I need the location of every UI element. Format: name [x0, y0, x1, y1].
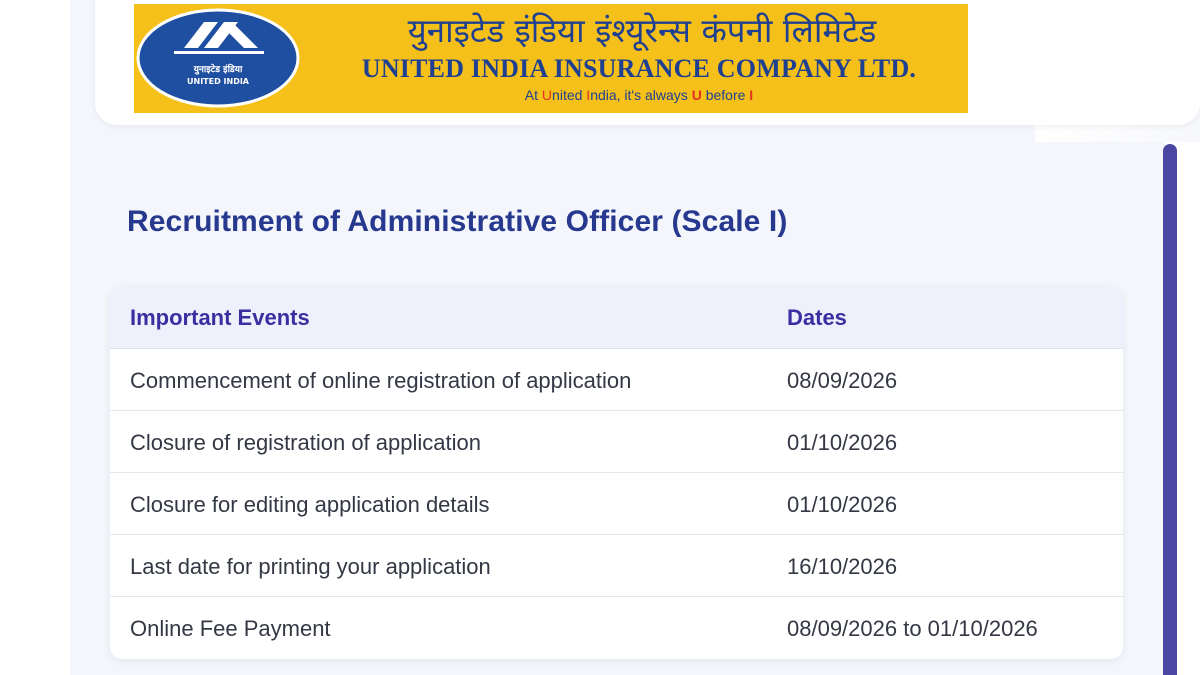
table-row	[110, 535, 1123, 597]
event-cell: Closure of registration of application	[130, 430, 481, 455]
company-banner	[134, 4, 968, 113]
company-tagline: At United India, it's always U before I	[524, 87, 754, 103]
date-cell: 08/09/2026 to 01/10/2026	[787, 616, 1038, 641]
event-cell: Last date for printing your application	[130, 554, 491, 579]
header-important-events: Important Events	[130, 305, 310, 330]
date-cell: 16/10/2026	[787, 554, 898, 579]
date-cell: 01/10/2026	[787, 492, 898, 517]
table-row	[110, 473, 1123, 535]
table-row	[110, 411, 1123, 473]
united-india-emblem-icon	[134, 4, 314, 113]
table-header-row	[110, 287, 1123, 349]
left-margin	[0, 0, 70, 675]
date-cell: 08/09/2026	[787, 368, 898, 393]
event-cell: Commencement of online registration of application	[130, 368, 632, 393]
event-cell: Closure for editing application details	[130, 492, 490, 517]
table-row	[110, 597, 1123, 658]
scrollbar-thumb[interactable]	[1163, 144, 1177, 675]
page-title: Recruitment of Administrative Officer (Scale I)	[127, 205, 788, 238]
events-table	[110, 287, 1123, 659]
table-row	[110, 349, 1123, 411]
company-name-english: UNITED INDIA INSURANCE COMPANY LTD.	[361, 54, 917, 83]
header-dates: Dates	[787, 305, 847, 330]
logo-hindi-text: युनाइटेड इंडिया	[193, 65, 243, 75]
date-cell: 01/10/2026	[787, 430, 898, 455]
company-name-hindi: युनाइटेड इंडिया इंश्यूरेन्स कंपनी लिमिटेड	[407, 11, 877, 50]
event-cell: Online Fee Payment	[130, 616, 331, 641]
logo-english-text: UNITED INDIA	[187, 77, 249, 86]
